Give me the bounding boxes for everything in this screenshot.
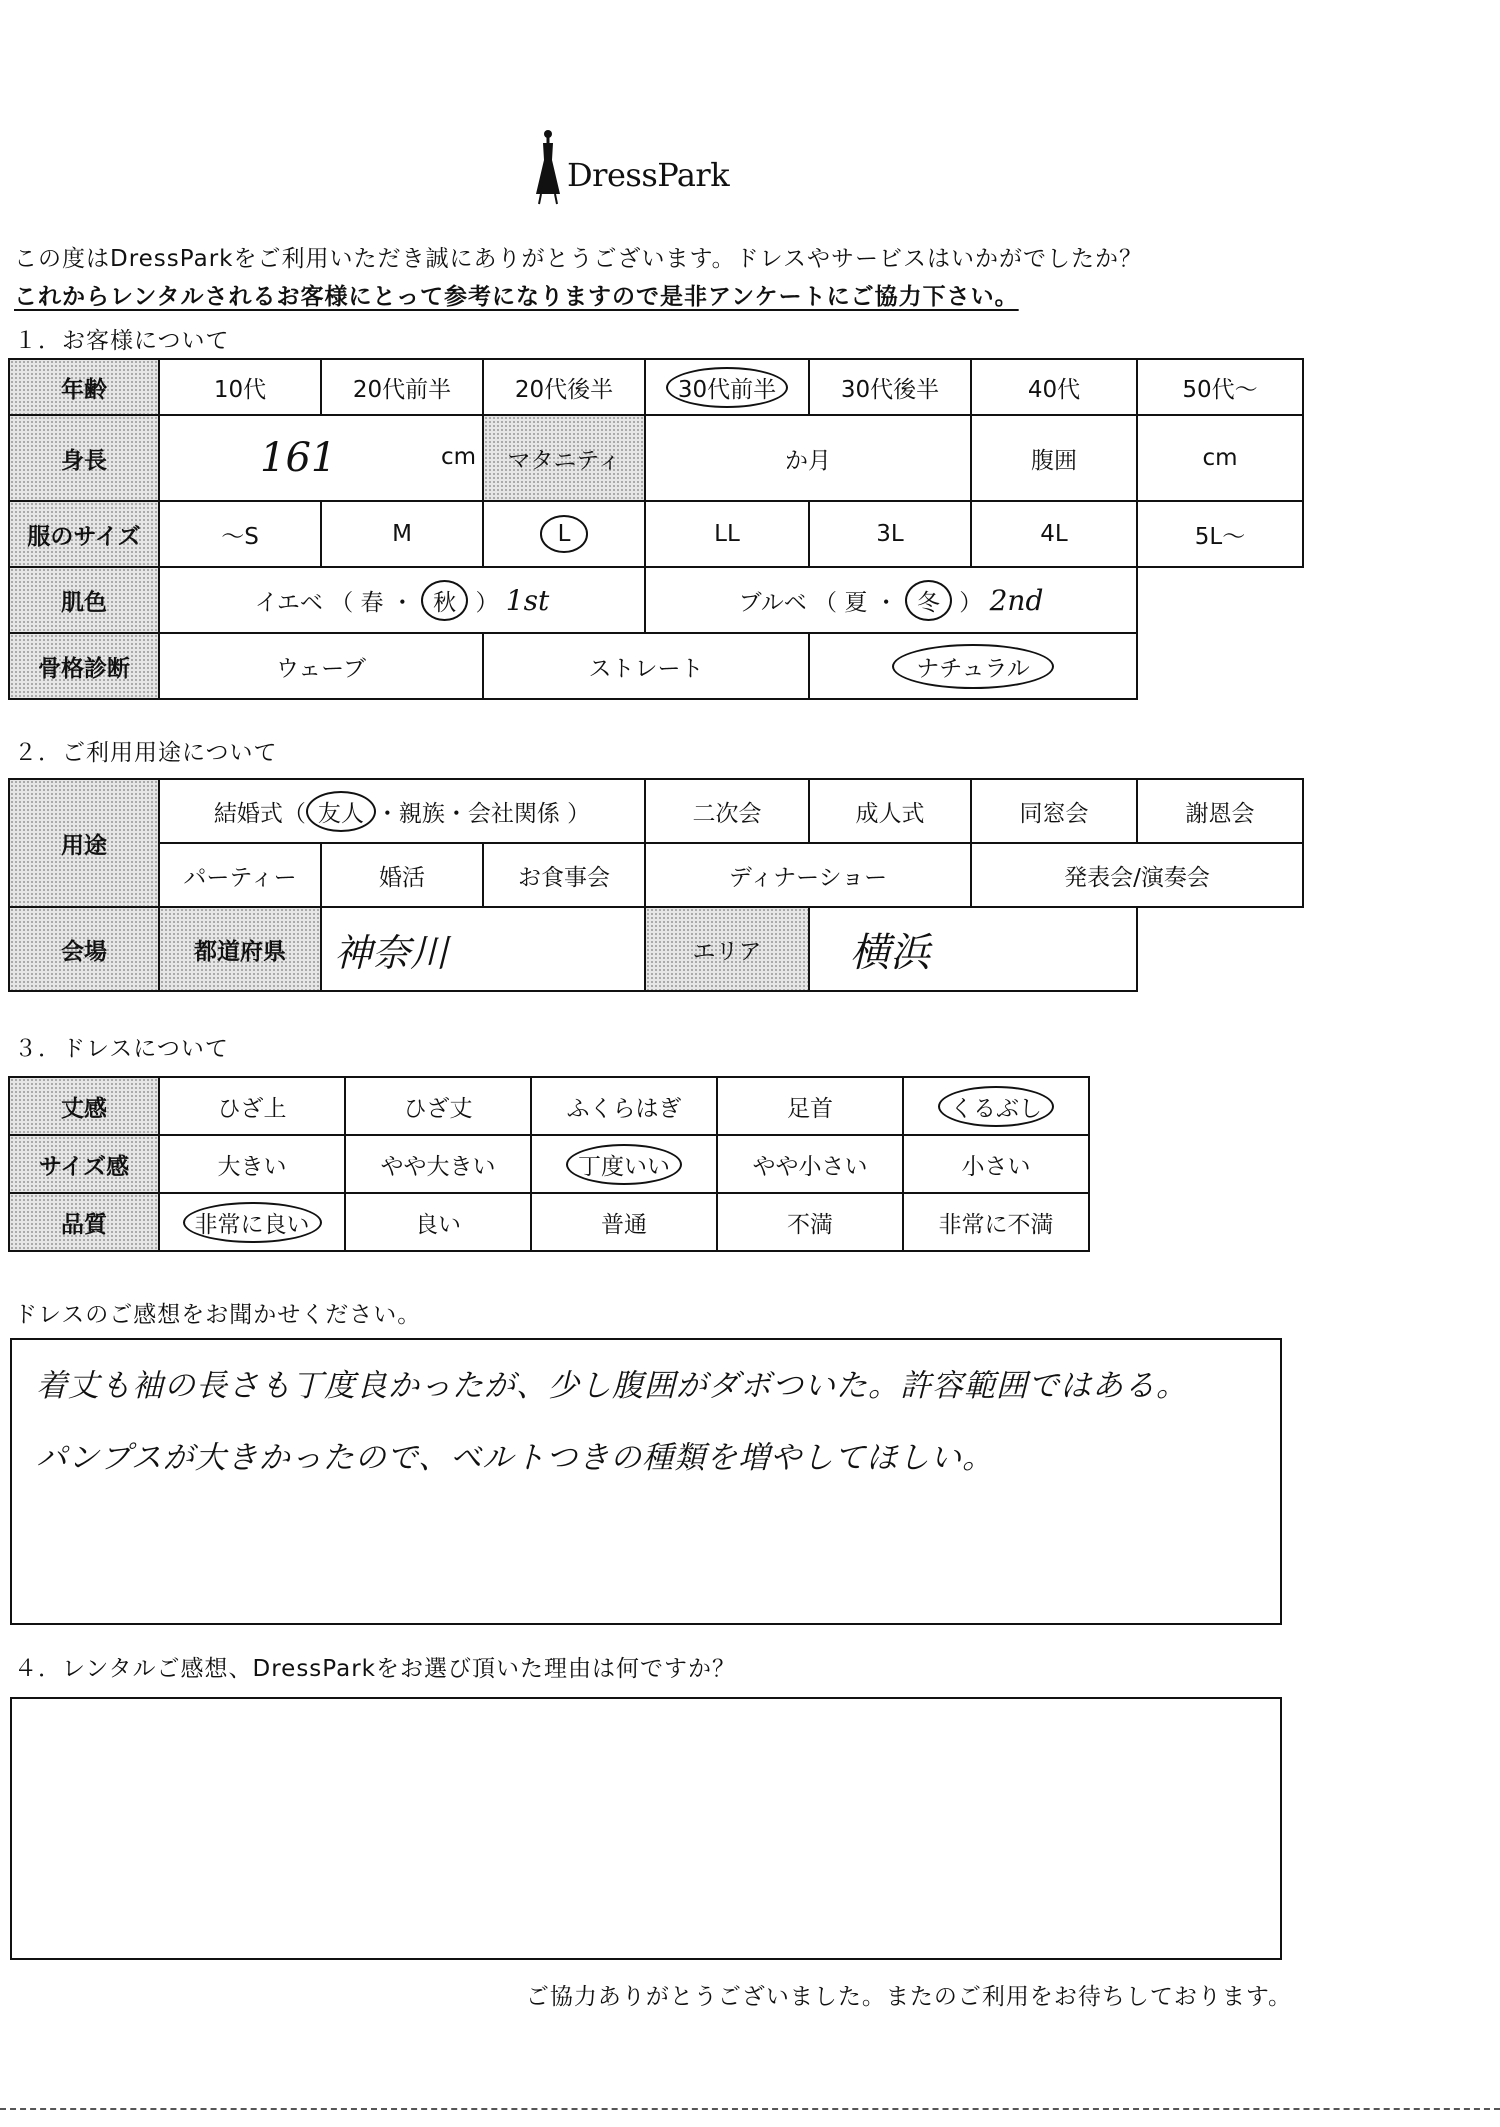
waist-unit: cm	[1202, 445, 1238, 471]
empty-cell	[1137, 907, 1303, 991]
wedding-friend-circle: 友人	[306, 791, 376, 832]
size-option[interactable]: 4L	[971, 501, 1137, 567]
purpose-option[interactable]: 婚活	[321, 843, 483, 907]
bl-winter-circle: 冬	[905, 580, 952, 621]
section-2-title: ２．ご利用用途について	[14, 740, 278, 766]
wedding-prefix: 結婚式（	[213, 800, 306, 827]
ie-note: 1st	[505, 583, 550, 617]
length-row	[9, 1077, 1089, 1135]
purpose-option[interactable]: 二次会	[645, 779, 809, 843]
fit-option[interactable]: 大きい	[159, 1135, 345, 1193]
size-option[interactable]: 5L～	[1137, 501, 1303, 567]
brand-logo	[535, 128, 765, 213]
section-4-title: ４．レンタルご感想、DressParkをお選び頂いた理由は何ですか？	[14, 1656, 736, 1682]
height-row	[9, 415, 1303, 501]
brand-name: DressPark	[567, 156, 730, 194]
size-option-selected[interactable]	[483, 501, 645, 567]
age-option[interactable]: 20代後半	[483, 359, 645, 415]
height-label: 身長	[9, 415, 159, 501]
age-selected-circle: 30代前半	[666, 367, 788, 408]
fit-row	[9, 1135, 1089, 1193]
age-option[interactable]: 50代～	[1137, 359, 1303, 415]
usage-row-2	[9, 843, 1303, 907]
usage-row-1	[9, 779, 1303, 843]
yellow-base-cell[interactable]: イエベ （ 春 ・ 秋 ） 1st	[159, 567, 645, 633]
purpose-option[interactable]: お食事会	[483, 843, 645, 907]
fit-option-selected[interactable]	[531, 1135, 717, 1193]
quality-row	[9, 1193, 1089, 1251]
maternity-month-field[interactable]	[645, 415, 971, 501]
skin-row	[9, 567, 1303, 633]
customer-table	[8, 358, 1304, 700]
comment-line-1: 着丈も袖の長さも丁度良かったが、少し腹囲がダボついた。許容範囲ではある。	[36, 1368, 1188, 1404]
length-option-selected[interactable]	[903, 1077, 1089, 1135]
size-label: 服のサイズ	[9, 501, 159, 567]
length-option[interactable]: ひざ上	[159, 1077, 345, 1135]
comment-line-2: パンプスが大きかったので、ベルトつきの種類を増やしてほしい。	[36, 1440, 995, 1476]
quality-selected-circle: 非常に良い	[183, 1202, 322, 1243]
purpose-option[interactable]: 発表会/演奏会	[971, 843, 1303, 907]
footer-thanks: ご協力ありがとうございました。またのご利用をお待ちしております。	[525, 1984, 1292, 2010]
height-field[interactable]	[159, 415, 483, 501]
section-1-title: １．お客様について	[14, 328, 230, 354]
fit-selected-circle: 丁度いい	[566, 1144, 682, 1185]
blue-base-cell[interactable]: ブルベ （ 夏 ・ 冬 ） 2nd	[645, 567, 1137, 633]
size-option[interactable]: M	[321, 501, 483, 567]
age-option[interactable]: 10代	[159, 359, 321, 415]
intro-line-1: この度はDressParkをご利用いただき誠にありがとうございます。ドレスやサービスはいかがでしたか？	[14, 246, 1143, 272]
scan-edge-line	[0, 2108, 1500, 2110]
fit-option[interactable]: やや小さい	[717, 1135, 903, 1193]
pref-value: 神奈川	[334, 930, 449, 975]
dress-table	[8, 1076, 1090, 1252]
section-3-title: ３．ドレスについて	[14, 1036, 229, 1062]
length-selected-circle: くるぶし	[938, 1086, 1054, 1127]
age-option-selected[interactable]	[645, 359, 809, 415]
fit-option[interactable]: 小さい	[903, 1135, 1089, 1193]
skin-label: 肌色	[9, 567, 159, 633]
purpose-option[interactable]: 謝恩会	[1137, 779, 1303, 843]
empty-cell	[1137, 567, 1303, 633]
size-row	[9, 501, 1303, 567]
ie-autumn-circle: 秋	[421, 580, 468, 621]
length-option[interactable]: 足首	[717, 1077, 903, 1135]
fit-label: サイズ感	[9, 1135, 159, 1193]
length-label: 丈感	[9, 1077, 159, 1135]
age-option[interactable]: 40代	[971, 359, 1137, 415]
size-option[interactable]: LL	[645, 501, 809, 567]
venue-label: 会場	[9, 907, 159, 991]
age-label: 年齢	[9, 359, 159, 415]
maternity-label: マタニティ	[483, 415, 645, 501]
fit-option[interactable]: やや大きい	[345, 1135, 531, 1193]
size-selected-circle: L	[540, 515, 589, 553]
bone-selected-circle: ナチュラル	[892, 644, 1054, 689]
quality-label: 品質	[9, 1193, 159, 1251]
quality-option-selected[interactable]	[159, 1193, 345, 1251]
bl-note: 2nd	[989, 583, 1044, 617]
bone-option-selected[interactable]	[809, 633, 1137, 699]
purpose-option[interactable]: 成人式	[809, 779, 971, 843]
venue-row	[9, 907, 1303, 991]
quality-option[interactable]: 普通	[531, 1193, 717, 1251]
wedding-option[interactable]	[159, 779, 645, 843]
purpose-option[interactable]: ディナーショー	[645, 843, 971, 907]
month-unit: か月	[785, 447, 831, 474]
bone-option[interactable]: ウェーブ	[159, 633, 483, 699]
dress-silhouette-icon	[535, 128, 561, 208]
age-option[interactable]: 20代前半	[321, 359, 483, 415]
purpose-option[interactable]: 同窓会	[971, 779, 1137, 843]
purpose-label: 用途	[9, 779, 159, 907]
bl-label: ブルベ	[738, 589, 807, 616]
pref-field[interactable]	[321, 907, 645, 991]
size-option[interactable]: ～S	[159, 501, 321, 567]
pref-label: 都道府県	[159, 907, 321, 991]
length-option[interactable]: ふくらはぎ	[531, 1077, 717, 1135]
age-row	[9, 359, 1303, 415]
dress-comment-box[interactable]	[10, 1338, 1282, 1625]
size-option[interactable]: 3L	[809, 501, 971, 567]
usage-table	[8, 778, 1304, 992]
quality-option[interactable]: 良い	[345, 1193, 531, 1251]
area-value: 横浜	[850, 929, 931, 976]
area-field[interactable]	[809, 907, 1137, 991]
area-label: エリア	[645, 907, 809, 991]
bl-summer: 夏	[844, 589, 868, 616]
ie-spring: 春	[360, 589, 384, 616]
intro-line-2: これからレンタルされるお客様にとって参考になりますので是非アンケートにご協力下さい。	[14, 284, 1019, 310]
quality-option[interactable]: 不満	[717, 1193, 903, 1251]
wedding-rest: ・親族・会社関係 ）	[375, 800, 591, 827]
length-option[interactable]: ひざ丈	[345, 1077, 531, 1135]
quality-option[interactable]: 非常に不満	[903, 1193, 1089, 1251]
bone-option[interactable]: ストレート	[483, 633, 809, 699]
waist-label: 腹囲	[971, 415, 1137, 501]
bone-label: 骨格診断	[9, 633, 159, 699]
waist-field[interactable]	[1137, 415, 1303, 501]
purpose-option[interactable]: パーティー	[159, 843, 321, 907]
ie-label: イエベ	[254, 589, 323, 616]
bone-row	[9, 633, 1303, 699]
height-unit: cm	[440, 444, 476, 470]
empty-cell	[1137, 633, 1303, 699]
reason-comment-box[interactable]	[10, 1697, 1282, 1960]
height-value: 161	[260, 435, 337, 481]
comment-prompt: ドレスのご感想をお聞かせください。	[14, 1302, 422, 1328]
age-option[interactable]: 30代後半	[809, 359, 971, 415]
